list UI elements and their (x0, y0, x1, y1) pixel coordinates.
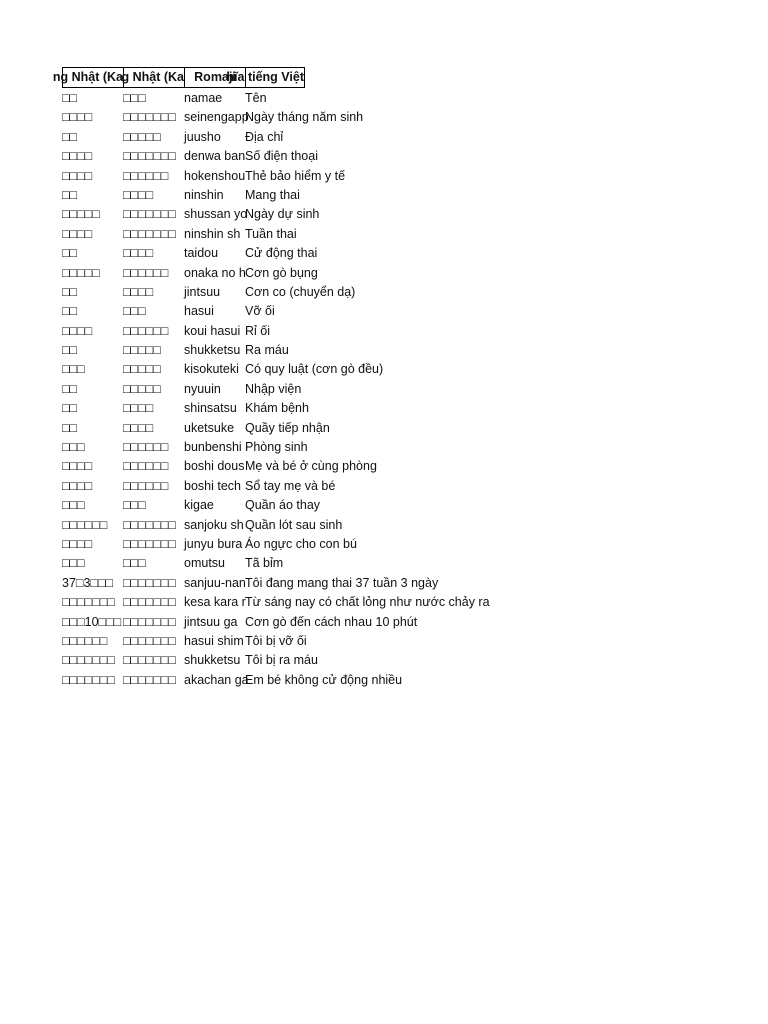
cell-kanji[interactable]: □□□□ (62, 459, 93, 474)
cell-kanji[interactable]: □□ (62, 420, 78, 435)
table-row (62, 574, 645, 593)
cell-kana[interactable]: □□□□□□□ (123, 536, 176, 551)
cell-kana[interactable]: □□□□□□ (123, 323, 169, 338)
cell-kanji[interactable]: □□ (62, 187, 78, 202)
cell-romaji[interactable]: boshi dous (184, 459, 245, 474)
cell-kana[interactable]: □□□□ (123, 401, 154, 416)
cell-kanji[interactable]: □□□□ (62, 323, 93, 338)
cell-kanji[interactable]: □□ (62, 129, 78, 144)
cell-romaji[interactable]: bunbenshi (184, 440, 242, 455)
cell-kanji[interactable]: □□□□ (62, 226, 93, 241)
table-row (62, 380, 645, 399)
cell-romaji[interactable]: omutsu (184, 556, 225, 571)
cell-kana[interactable]: □□□□ (123, 284, 154, 299)
header-kana[interactable]: g Nhật (Ka (123, 67, 184, 88)
cell-romaji[interactable]: sanjoku sh (184, 517, 244, 532)
cell-kana[interactable]: □□□□□□ (123, 459, 169, 474)
cell-romaji[interactable]: akachan ga (184, 672, 249, 687)
cell-romaji[interactable]: hokenshou (184, 168, 246, 183)
cell-kanji[interactable]: □□□□ (62, 110, 93, 125)
header-vietnamese[interactable]: hĩa tiếng Việt (245, 67, 305, 88)
cell-vietnamese[interactable]: Sổ tay mẹ và bé (245, 478, 336, 493)
table-row (62, 651, 645, 670)
cell-romaji[interactable]: juusho (184, 129, 221, 144)
cell-kanji[interactable]: □□□ (62, 556, 85, 571)
cell-romaji[interactable]: ninshin sh (184, 226, 241, 241)
cell-kana[interactable]: □□□□□□ (123, 168, 169, 183)
cell-kana[interactable]: □□□□□ (123, 381, 161, 396)
header-romaji[interactable]: Romaji (184, 67, 245, 88)
cell-romaji[interactable]: boshi tech (184, 478, 241, 493)
table-row (62, 244, 645, 263)
cell-romaji[interactable]: hasui (184, 304, 214, 319)
cell-kana[interactable]: □□□□□□□ (123, 653, 176, 668)
spreadsheet (52, 67, 645, 690)
cell-kanji[interactable]: □□□□ (62, 168, 93, 183)
table-row (62, 108, 645, 127)
cell-kana[interactable]: □□□□□□□ (123, 614, 176, 629)
table-row (62, 613, 645, 632)
cell-romaji[interactable]: shussan yo (184, 207, 248, 222)
cell-vietnamese[interactable]: Tôi đang mang thai 37 tuần 3 ngày (245, 575, 439, 590)
cell-vietnamese[interactable]: Em bé không cử động nhiều (245, 672, 403, 687)
cell-kana[interactable]: □□□□□ (123, 362, 161, 377)
cell-kana[interactable]: □□□□□□□ (123, 672, 176, 687)
table-row (62, 516, 645, 535)
cell-kana[interactable]: □□□ (123, 556, 146, 571)
cell-vietnamese[interactable]: Phòng sinh (245, 440, 308, 455)
cell-vietnamese[interactable]: Ra máu (245, 343, 289, 358)
cell-vietnamese[interactable]: Có quy luật (cơn gò đều) (245, 362, 384, 377)
table-row (62, 225, 645, 244)
cell-romaji[interactable]: kesa kara r (184, 595, 246, 610)
cell-kana[interactable]: □□□□□□□ (123, 517, 176, 532)
table-row (62, 205, 645, 224)
cell-kanji[interactable]: □□ (62, 304, 78, 319)
table-row (62, 496, 645, 515)
cell-romaji[interactable]: onaka no h (184, 265, 246, 280)
cell-vietnamese[interactable]: Quầy tiếp nhận (245, 420, 330, 435)
cell-vietnamese[interactable]: Ngày dự sinh (245, 207, 320, 222)
cell-vietnamese[interactable]: Vỡ ối (245, 304, 275, 319)
cell-kana[interactable]: □□□□□□ (123, 478, 169, 493)
table-row (62, 535, 645, 554)
cell-kana[interactable]: □□□□□□ (123, 440, 169, 455)
cell-romaji[interactable]: taidou (184, 246, 219, 261)
cell-vietnamese[interactable]: Khám bệnh (245, 401, 309, 416)
cell-kanji[interactable]: □□□□□□ (62, 633, 108, 648)
cell-vietnamese[interactable]: Mẹ và bé ở cùng phòng (245, 459, 377, 474)
cell-kana[interactable]: □□□□□□□ (123, 633, 176, 648)
cell-kanji[interactable]: □□ (62, 284, 78, 299)
table-row (62, 341, 645, 360)
cell-vietnamese[interactable]: Cơn gò đến cách nhau 10 phút (245, 614, 418, 629)
cell-vietnamese[interactable]: Từ sáng nay có chất lỏng như nước chảy ra (245, 595, 490, 610)
cell-kanji[interactable]: □□□ (62, 498, 85, 513)
cell-romaji[interactable]: nyuuin (184, 381, 221, 396)
cell-kanji[interactable]: □□ (62, 381, 78, 396)
cell-kanji[interactable]: □□□□ (62, 536, 93, 551)
cell-romaji[interactable]: kisokuteki (184, 362, 239, 377)
table-row (62, 438, 645, 457)
cell-vietnamese[interactable]: Cử động thai (245, 246, 318, 261)
cell-kana[interactable]: □□□□□□□ (123, 575, 176, 590)
cell-kanji[interactable]: □□□10□□□ (62, 614, 122, 629)
cell-vietnamese[interactable]: Tã bỉm (245, 556, 284, 571)
table-row (62, 593, 645, 612)
cell-romaji[interactable]: sanjuu-nan (184, 575, 246, 590)
header-row (52, 67, 645, 88)
cell-romaji[interactable]: jintsuu ga (184, 614, 238, 629)
cell-kanji[interactable]: □□□□ (62, 478, 93, 493)
table-row (62, 128, 645, 147)
cell-kanji[interactable]: □□ (62, 246, 78, 261)
cell-kanji[interactable]: □□□□□ (62, 207, 100, 222)
cell-vietnamese[interactable]: Quần áo thay (245, 498, 321, 513)
cell-kana[interactable]: □□□□□□□ (123, 110, 176, 125)
table-row (62, 632, 645, 651)
cell-romaji[interactable]: uketsuke (184, 420, 235, 435)
cell-kanji[interactable]: □□□ (62, 440, 85, 455)
cell-romaji[interactable]: namae (184, 91, 223, 105)
cell-romaji[interactable]: shinsatsu (184, 401, 237, 416)
cell-vietnamese[interactable]: Mang thai (245, 187, 300, 202)
table-row (62, 360, 645, 379)
cell-vietnamese[interactable]: Tuần thai (245, 226, 297, 241)
table-row (62, 302, 645, 321)
table-row (62, 283, 645, 302)
cell-vietnamese[interactable]: Quần lót sau sinh (245, 517, 343, 532)
cell-romaji[interactable]: ninshin (184, 187, 224, 202)
cell-romaji[interactable]: hasui shim (184, 633, 244, 648)
cell-kanji[interactable]: □□ (62, 401, 78, 416)
cell-romaji[interactable]: shukketsu (184, 653, 241, 668)
table-row (62, 554, 645, 573)
cell-kana[interactable]: □□□□□ (123, 129, 161, 144)
table-row (62, 671, 645, 690)
cell-vietnamese[interactable]: Nhập viện (245, 381, 302, 396)
table-row (62, 419, 645, 438)
cell-kanji[interactable]: □□□□□□□ (62, 595, 115, 610)
table-row (62, 167, 645, 186)
data-rows (62, 89, 645, 690)
cell-kanji[interactable]: □□□□□ (62, 265, 100, 280)
cell-romaji[interactable]: seinengapp (184, 110, 249, 125)
header-kanji[interactable]: ng Nhật (Ka (62, 67, 123, 88)
cell-kana[interactable]: □□□□□□□ (123, 207, 176, 222)
cell-romaji[interactable]: koui hasui (184, 323, 241, 338)
cell-vietnamese[interactable]: Thẻ bảo hiểm y tế (245, 168, 346, 183)
cell-vietnamese[interactable]: Địa chỉ (245, 129, 284, 144)
cell-vietnamese[interactable]: Ngày tháng năm sinh (245, 110, 364, 125)
cell-romaji[interactable]: shukketsu (184, 343, 241, 358)
cell-kanji[interactable]: □□ (62, 91, 78, 105)
cell-romaji[interactable]: denwa ban (184, 149, 246, 164)
table-row (62, 477, 645, 496)
cell-kanji[interactable]: □□□□ (62, 149, 93, 164)
table-row (62, 147, 645, 166)
cell-kana[interactable]: □□□□□□ (123, 265, 169, 280)
cell-vietnamese[interactable]: Tôi bị ra máu (245, 653, 318, 668)
cell-romaji[interactable]: junyu bura (184, 536, 243, 551)
cell-kanji[interactable]: □□ (62, 343, 78, 358)
cell-vietnamese[interactable]: Rỉ ối (245, 323, 271, 338)
table-row (62, 89, 645, 108)
cell-kana[interactable]: □□□ (123, 304, 146, 319)
cell-romaji[interactable]: kigae (184, 498, 214, 513)
table-row (62, 322, 645, 341)
cell-kana[interactable]: □□□□ (123, 246, 154, 261)
cell-kanji[interactable]: □□□ (62, 362, 85, 377)
cell-romaji[interactable]: jintsuu (184, 284, 221, 299)
table-row (62, 186, 645, 205)
cell-vietnamese[interactable]: Cơn gò bụng (245, 265, 318, 280)
cell-kanji[interactable]: 37□3□□□ (62, 575, 114, 590)
cell-kana[interactable]: □□□□□□□ (123, 149, 176, 164)
cell-kanji[interactable]: □□□□□□□ (62, 653, 115, 668)
cell-vietnamese[interactable]: Tên (245, 91, 267, 105)
cell-kanji[interactable]: □□□□□□□ (62, 672, 115, 687)
cell-kana[interactable]: □□□□ (123, 187, 154, 202)
cell-vietnamese[interactable]: Áo ngực cho con bú (245, 536, 357, 551)
cell-kana[interactable]: □□□□ (123, 420, 154, 435)
cell-vietnamese[interactable]: Số điện thoại (245, 149, 318, 164)
cell-kana[interactable]: □□□□□□□ (123, 595, 176, 610)
cell-kana[interactable]: □□□ (123, 498, 146, 513)
cell-kanji[interactable]: □□□□□□ (62, 517, 108, 532)
cell-kana[interactable]: □□□ (123, 91, 146, 105)
table-row (62, 399, 645, 418)
table-row (62, 457, 645, 476)
cell-kana[interactable]: □□□□□□□ (123, 226, 176, 241)
cell-vietnamese[interactable]: Cơn co (chuyển dạ) (245, 284, 356, 299)
cell-vietnamese[interactable]: Tôi bị vỡ ối (245, 633, 307, 648)
table-row (62, 264, 645, 283)
cell-kana[interactable]: □□□□□ (123, 343, 161, 358)
